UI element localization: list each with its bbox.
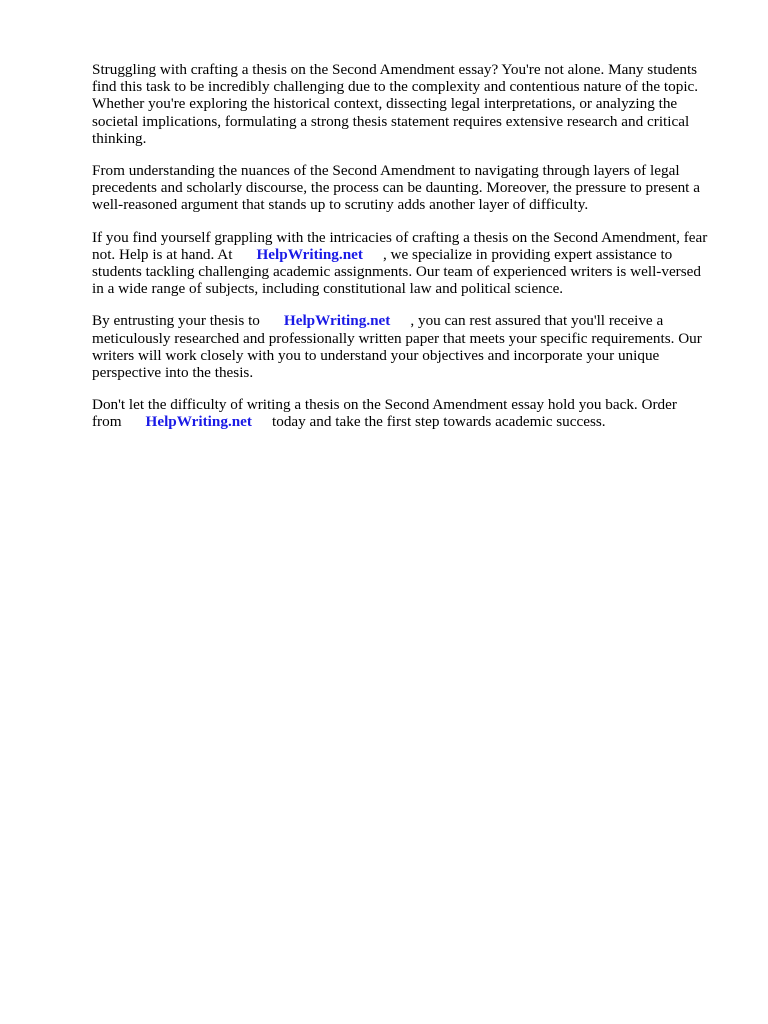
text-segment: today and take the first step towards academic success. xyxy=(272,413,606,431)
text-segment: , you can rest assured that you'll receive a xyxy=(410,312,664,330)
text-line: societal implications, formulating a strong thesis statement requires extensive research and critical xyxy=(92,112,690,130)
text-line: students tackling challenging academic assignments. Our team of experienced writers is well-versed xyxy=(92,263,701,281)
text-line: thinking. xyxy=(92,129,147,147)
helpwriting-link[interactable]: HelpWriting.net xyxy=(283,312,391,330)
text-line: meticulously researched and professionally written paper that meets your specific requirements. Our xyxy=(92,329,702,347)
helpwriting-link[interactable]: HelpWriting.net xyxy=(145,413,252,431)
document-page xyxy=(92,61,732,446)
paragraph-help xyxy=(92,229,732,298)
text-line xyxy=(92,312,732,329)
text-segment: , we specialize in providing expert assistance to xyxy=(382,245,673,263)
text-line: If you find yourself grappling with the intricacies of crafting a thesis on the Second Amendment, fear xyxy=(92,228,708,246)
text-segment: from xyxy=(92,413,122,431)
paragraph-challenges xyxy=(92,162,732,214)
text-line: well-reasoned argument that stands up to scrutiny adds another layer of difficulty. xyxy=(92,196,589,214)
text-line: Struggling with crafting a thesis on the Second Amendment essay? You're not alone. Many students xyxy=(92,61,698,78)
text-segment: not. Help is at hand. At xyxy=(92,245,233,263)
text-line: precedents and scholarly discourse, the process can be daunting. Moreover, the pressure to present a xyxy=(92,179,700,197)
text-line xyxy=(92,413,732,430)
text-line: in a wide range of subjects, including constitutional law and political science. xyxy=(92,280,564,298)
text-line: Whether you're exploring the historical context, dissecting legal interpretations, or analyzing the xyxy=(92,95,678,113)
text-line: perspective into the thesis. xyxy=(92,364,254,382)
paragraph-entrust xyxy=(92,312,732,381)
paragraph-intro xyxy=(92,61,732,147)
text-segment: By entrusting your thesis to xyxy=(92,312,260,330)
text-line: find this task to be incredibly challenging due to the complexity and contentious nature of the topic. xyxy=(92,78,699,96)
text-line xyxy=(92,246,732,263)
helpwriting-link[interactable]: HelpWriting.net xyxy=(256,245,363,263)
text-line: Don't let the difficulty of writing a thesis on the Second Amendment essay hold you back. Order xyxy=(92,396,677,414)
paragraph-order xyxy=(92,396,732,430)
text-line: writers will work closely with you to understand your objectives and incorporate your unique xyxy=(92,346,660,364)
text-line: From understanding the nuances of the Second Amendment to navigating through layers of legal xyxy=(92,162,680,180)
